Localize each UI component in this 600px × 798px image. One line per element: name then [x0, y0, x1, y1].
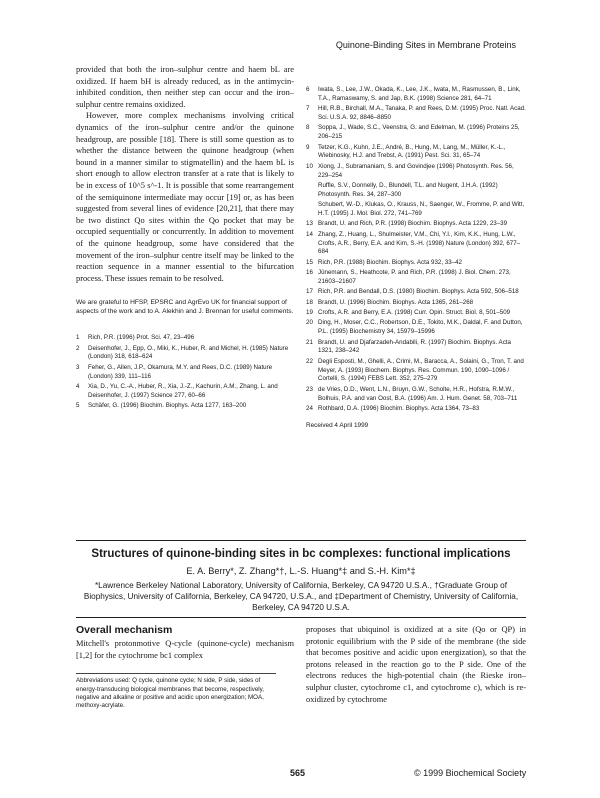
acknowledgement: We are grateful to HFSP, EPSRC and AgrEvo UK for financial support of aspects of the work and to A. Alekhin and J. Brennan for useful comments.: [76, 299, 294, 316]
reference-item: 10 Xiong, J., Subramaniam, S. and Govindjee (1996) Photosynth. Res. 56, 229–254: [306, 162, 514, 179]
reference-item: 19 Crofts, A.R. and Berry, E.A. (1998) Curr. Opin. Struct. Biol. 8, 501–509: [306, 309, 511, 317]
left-column: [76, 64, 294, 413]
reference-item: 9 Tetzer, K.G., Kuhn, J.E., André, B., Hung, M., Lang, M., Müller, K.-L., Wiebinosky, H.J. and Trebst, A. (1991) Pest. Sci. 31, 65–74: [306, 143, 506, 160]
section-divider: [76, 540, 526, 541]
body-paragraph: proposes that ubiquinol is oxidized at a site (Qo or QP) in protonic equilibrium with the P side of the membrane (the side that becomes positive and acidic upon energization), so that the protons released in the reaction go to the P side. One of the electrons reduces the high-potential chain (the Rieske iron–sulphur cluster, cytochrome c1, and cytochrome c), which is re-oxidized by cytochrome: [306, 625, 526, 704]
reference-item: 1 Rich, P.R. (1996) Prot. Sci. 47, 23–496: [76, 334, 195, 342]
reference-item: Schubert, W.-D., Klukas, O., Krauss, N., Saenger, W., Fromme, P. and Witt, H.T. (1995) J. Mol. Biol. 272, 741–769: [318, 201, 525, 217]
reference-item: 7 Hill, R.B., Birchall, M.A., Tanaka, P. and Rees, D.M. (1995) Proc. Natl. Acad. Sci. U.S.A. 92, 8846–8850: [306, 105, 526, 121]
reference-item: Ruffle, S.V., Donnelly, D., Blundell, T.L. and Nugent, J.H.A. (1992) Photosynth. Res. 34, 287–300: [318, 181, 498, 198]
body-right-column: [306, 624, 526, 705]
reference-item: 17 Rich, P.R. and Bendall, D.S. (1980) Biochim. Biophys. Acta 592, 506–518: [306, 288, 519, 296]
reference-item: 13 Brandt, U. and Rich, P.R. (1998) Biochim. Biophys. Acta 1229, 23–39: [306, 220, 508, 228]
received-date: Received 4 April 1999: [306, 421, 369, 429]
body-paragraph: Mitchell's protonmotive Q-cycle (quinone-cycle) mechanism [1,2] for the cytochrome bc1 complex: [76, 639, 294, 660]
reference-item: 23 de Vries, D.D., Went, L.N., Bruyn, G.W., Scholte, H.R., Hofstra, R.M.W., Bolhuis, P.A. and van Oost, B.A. (1996) Am. J. Hum. Genet. 58, 703–711: [306, 385, 518, 402]
reference-item: 18 Brandt, U. (1996) Biochim. Biophys. Acta 1365, 261–268: [306, 298, 474, 306]
reference-item: 2 Deisenhofer, J., Epp, O., Miki, K., Huber, R. and Michel, H. (1985) Nature (London) 318, 618–624: [76, 344, 289, 361]
section-divider: [76, 617, 526, 618]
body-paragraph-1: provided that both the iron–sulphur centre and haem bL are oxidized. If haem bH is already reduced, as in the antimycin-inhibited condition, then neither step can occur and the iron–sulphur centre remains oxidized.: [76, 65, 294, 109]
reference-item: 3 Feher, G., Allen, J.P., Okamura, M.Y. and Rees, D.C. (1989) Nature (London) 339, 111–116: [76, 363, 273, 380]
reference-list-right: [306, 86, 526, 414]
body-left-column: [76, 624, 294, 711]
article-authors: E. A. Berry*, Z. Zhang*†, L.-S. Huang*‡ and S.-H. Kim*‡: [186, 566, 416, 576]
reference-item: 21 Brandt, U. and Djafarzadeh-Andabili, R. (1997) Biochim. Biophys. Acta 1321, 238–242: [306, 338, 511, 355]
article-affiliation: *Lawrence Berkeley National Laboratory, University of California, Berkeley, CA 94720 U.S.A., †Graduate Group of Biophysics, University of California, Berkeley, CA 94720, U.S.A., and ‡Department of Chemistry, University of California, Berkeley, CA 94720 U.S.A.: [83, 581, 519, 612]
article-title: Structures of quinone-binding sites in bc complexes: functional implications: [91, 548, 511, 560]
reference-item: 6 Iwata, S., Lee, J.W., Okada, K., Lee, J.K., Iwata, M., Rasmussen, B., Link, T.A., Ramaswamy, S. and Jap, B.K. (1998) Science 281, 64–71: [306, 86, 521, 102]
page-number: 565: [290, 768, 306, 778]
reference-item: 16 Jünemann, S., Heathcote, P. and Rich, P.R. (1998) J. Biol. Chem. 273, 21603–21607: [306, 269, 511, 285]
previous-article-end: [76, 64, 526, 554]
reference-item: 4 Xia, D., Yu, C.-A., Huber, R., Xia, J.-Z., Kachurin, A.M., Zhang, L. and Deisenhofer, J. (1997) Science 277, 60–66: [76, 383, 278, 399]
reference-item: 8 Soppa, J., Wade, S.C., Veenstra, G. and Edelman, M. (1996) Proteins 25, 206–215: [306, 124, 520, 141]
reference-item: 5 Schäfer, G. (1996) Biochim. Biophys. Acta 1277, 163–200: [76, 402, 247, 410]
running-head: Quinone-Binding Sites in Membrane Proteins: [335, 40, 516, 50]
copyright: © 1999 Biochemical Society: [414, 768, 527, 778]
right-column: [306, 86, 526, 429]
section-heading: Overall mechanism: [76, 624, 173, 636]
reference-item: 15 Rich, P.R. (1988) Biochim. Biophys. Acta 932, 33–42: [306, 258, 462, 266]
reference-item: 20 Ding, H., Moser, C.C., Robertson, D.E., Tokito, M.K., Daldal, F. and Dutton, P.L. (1995) Biochemistry 34, 15979–15996: [306, 319, 523, 336]
reference-list-left: [76, 334, 294, 411]
abbreviations-footnote: Abbreviations used: Q cycle, quinone cycle; N side, P side, sides of energy-transducing biological membranes that become, respectively, negative and alkaline or positive and acidic upon energization; MOA, methoxy-acrylate.: [76, 673, 276, 711]
reference-item: 24 Rothbard, D.A. (1996) Biochim. Biophys. Acta 1364, 73–83: [306, 404, 480, 412]
body-paragraph-2: However, more complex mechanisms involving critical dynamics of the iron–sulphur centre and/or the quinone headgroup, are possible [18]. There is still some question as to whether the distance between the quinone headgroup (when bound in a manner similar to stigmatellin) and the haem bL is short enough to allow electron transfer at a rate that is likely to be in excess of 10^5 s^-1. It is possible that some rearrangement of the semiquinone intermediate may occur [19] or, as has been suggested from several lines of evidence [20,21], that there may be two distinct Qo sites within the Qo pocket that may be occupied sequentially or concurrently. In addition to movement of the quinone headgroup, some have considered that the movement of the iron–sulphur centre itself may be linked to the reaction sequence in a manner essential to the bifurcation process. These issues remain to be resolved.: [76, 111, 294, 283]
reference-item: 22 Degli Esposti, M., Ghelli, A., Crimi, M., Baracca, A., Solaini, G., Tron, T. and Meyer, A. (1993) Biochem. Biophys. Res. Commun. 190, 1090–1096 / Cortelli, S. (1994) FEBS Lett. 352, 275–279: [306, 357, 524, 383]
reference-item: 14 Zhang, Z., Huang, L., Shulmeister, V.M., Chi, Y.I., Kim, K.K., Hung, L.W., Crofts, A.R., Berry, E.A. and Kim, S.-H. (1998) Nature (London) 392, 677–684: [306, 230, 521, 256]
